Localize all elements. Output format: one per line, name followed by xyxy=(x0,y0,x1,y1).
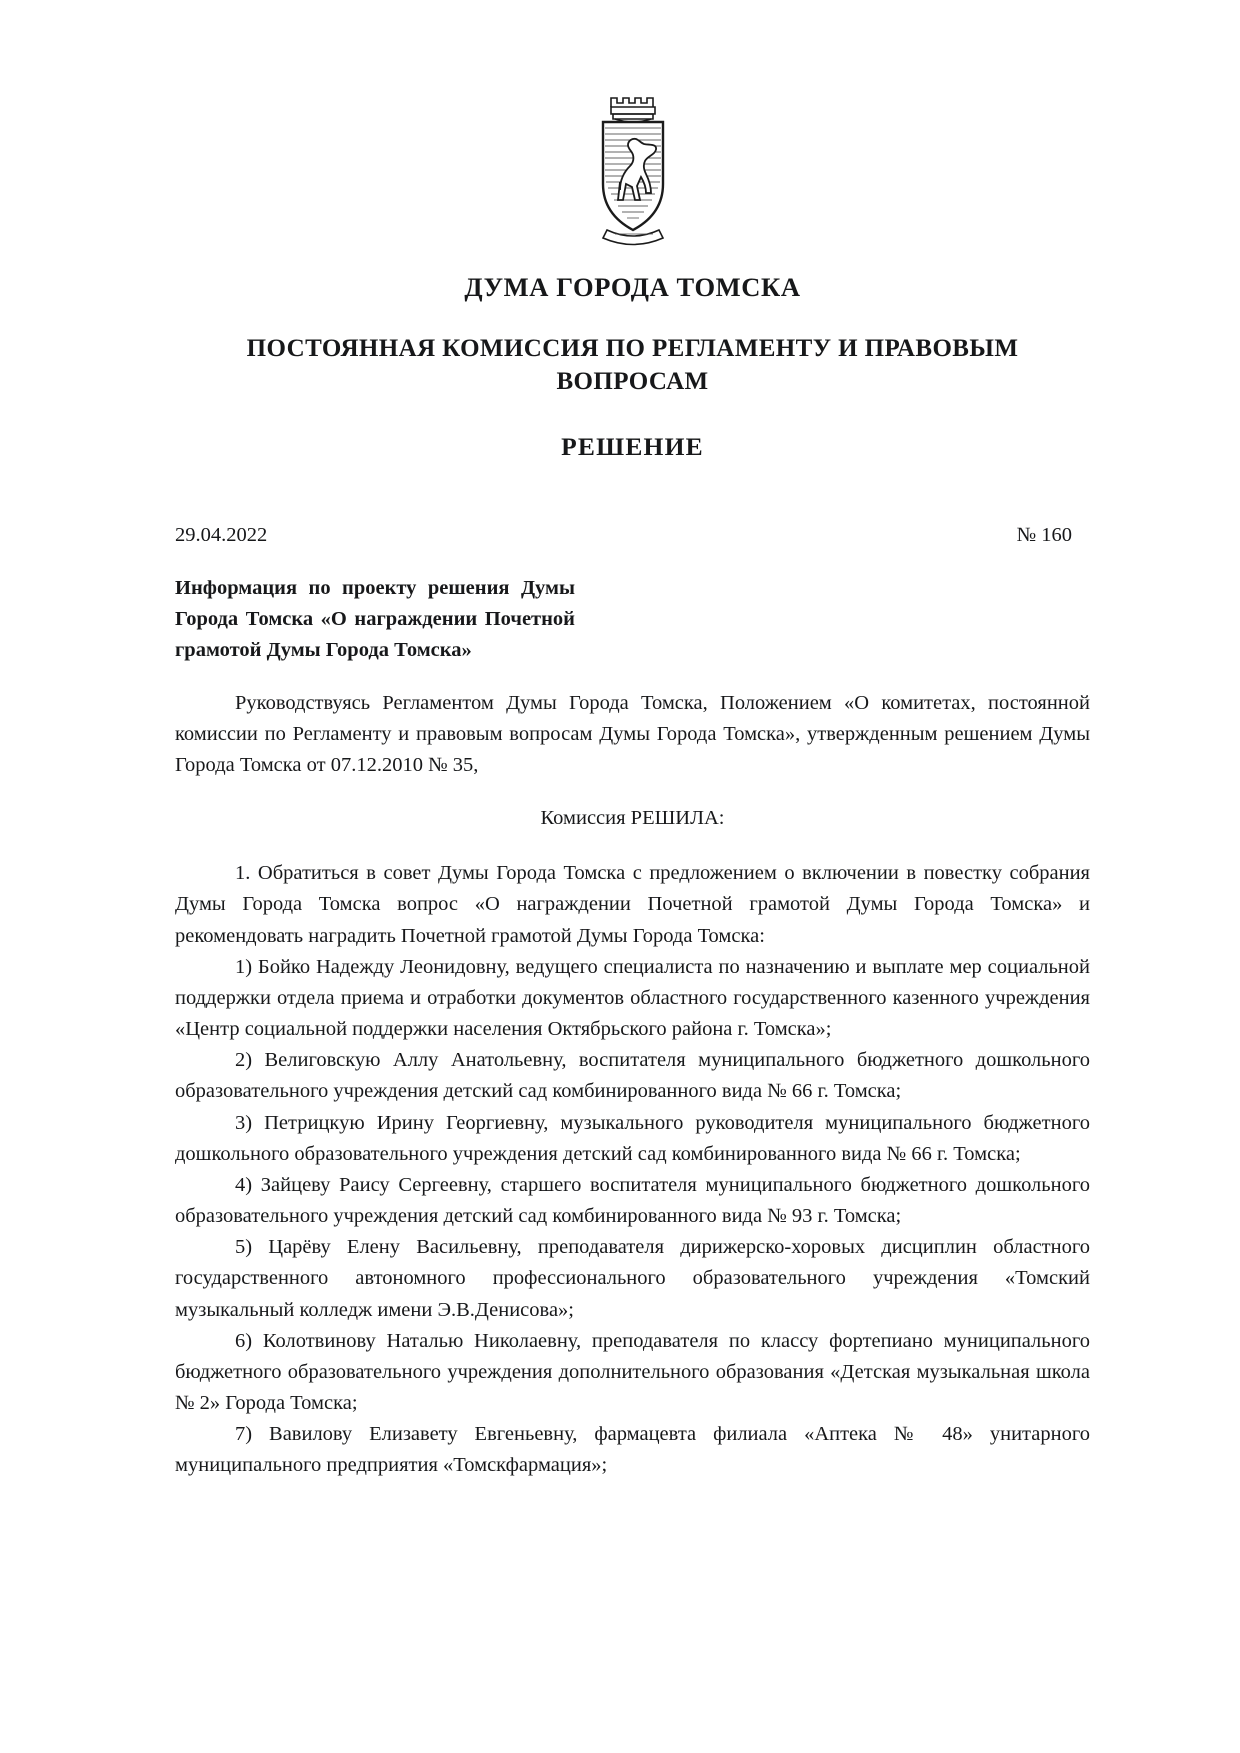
list-item: 1) Бойко Надежду Леонидовну, ведущего специалиста по назначению и выплате мер социальной поддержки отдела приема и отработки документов областного государственного казенного учреждения «Центр социальной поддержки населения Октябрьского района г. Томска»; xyxy=(175,955,1090,1041)
commission-title: ПОСТОЯННАЯ КОМИССИЯ ПО РЕГЛАМЕНТУ И ПРАВОВЫМ ВОПРОСАМ xyxy=(246,335,1019,396)
list-item: 7) Вавилову Елизавету Евгеньевну, фармацевта филиала «Аптека № 48» унитарного муниципального предприятия «Томскфармация»; xyxy=(175,1423,1090,1477)
document-number: № 160 xyxy=(1016,524,1072,547)
paragraph-1: 1. Обратиться в совет Думы Города Томска с предложением о включении в повестку собрания Думы Города Томска вопрос «О награждении Почетной грамотой Думы Города Томска» и рекомендовать наградить Почетной грамотой Думы Города Томска: xyxy=(175,862,1090,947)
preamble-paragraph: Руководствуясь Регламентом Думы Города Томска, Положением «О комитетах, постоянной комиссии по Регламенту и правовым вопросам Думы Города Томска», утвержденным решением Думы Города Томска от 07.12.2010 № 35, xyxy=(175,691,1090,776)
emblem-container xyxy=(175,84,1090,252)
document-meta xyxy=(175,524,1090,547)
organization-title: ДУМА ГОРОДА ТОМСКА xyxy=(464,272,801,302)
list-item: 6) Колотвинову Наталью Николаевну, преподавателя по классу фортепиано муниципального бюджетного образовательного учреждения дополнительного образования «Детская музыкальная школа № 2» Города Томска; xyxy=(175,1329,1090,1414)
decision-line: Комиссия РЕШИЛА: xyxy=(540,807,725,830)
coat-of-arms-icon xyxy=(581,84,685,252)
list-item: 3) Петрицкую Ирину Георгиевну, музыкального руководителя муниципального бюджетного дошкольного образовательного учреждения детский сад комбинированного вида № 66 г. Томска; xyxy=(175,1111,1090,1165)
list-item: 5) Царёву Елену Васильевну, преподавателя дирижерско-хоровых дисциплин областного государственного автономного профессионального образовательного учреждения «Томский музыкальный колледж имени Э.В.Денисова»; xyxy=(175,1236,1090,1321)
document-type: РЕШЕНИЕ xyxy=(561,432,704,462)
list-item: 4) Зайцеву Раису Сергеевну, старшего воспитателя муниципального бюджетного дошкольного образовательного учреждения детский сад комбинированного вида № 93 г. Томска; xyxy=(175,1173,1090,1228)
document-date: 29.04.2022 xyxy=(175,524,268,547)
list-item: 2) Велиговскую Аллу Анатольевну, воспитателя муниципального бюджетного дошкольного образовательного учреждения детский сад комбинированного вида № 66 г. Томска; xyxy=(175,1049,1090,1103)
document-subject: Информация по проекту решения Думы Города Томска «О награждении Почетной грамотой Думы Города Томска» xyxy=(175,577,575,661)
document-body xyxy=(175,688,1090,1482)
